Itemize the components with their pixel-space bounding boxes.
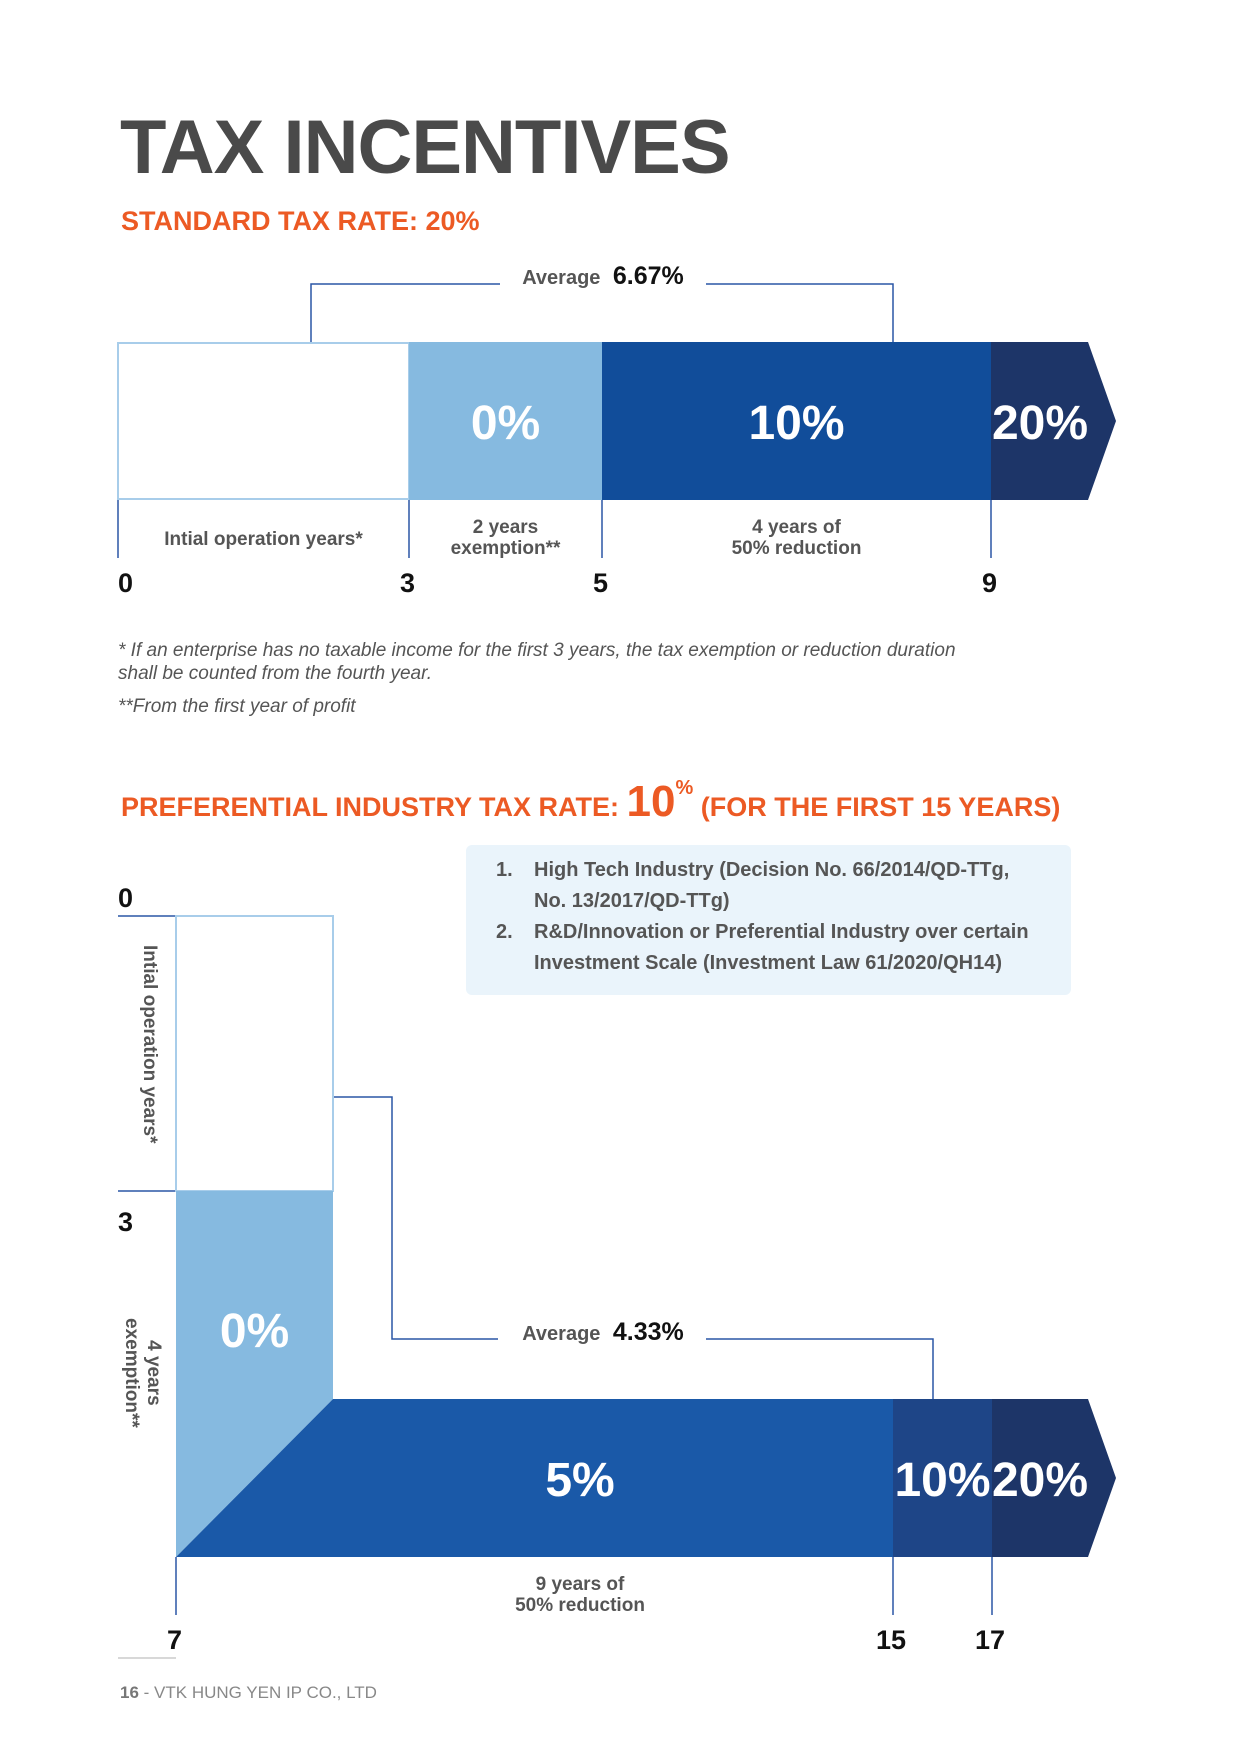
- standard-average-bracket-right: [706, 284, 893, 343]
- pref-label-reduction-line2: 50% reduction: [515, 1594, 645, 1616]
- info-item-1-text: [534, 855, 1074, 917]
- pref-label-initial: Intial operation years*: [139, 945, 160, 1144]
- standard-segment-initial: [118, 343, 409, 499]
- pref-average-bracket-right: [706, 1339, 933, 1399]
- pref-v-tick-0: 0: [118, 883, 134, 913]
- standard-note-line-2: shall be counted from the fourth year.: [118, 662, 433, 684]
- info-item-2-num: 2.: [496, 921, 513, 943]
- info-item-2-text: [534, 917, 1074, 979]
- info-item-1-line1: High Tech Industry (Decision No. 66/2014/QD-TTg,: [534, 859, 1010, 881]
- standard-tick-0: 0: [118, 568, 134, 598]
- standard-rate-subtitle: STANDARD TAX RATE: 20%: [121, 206, 480, 236]
- pref-rate-mid: 10%: [894, 1454, 991, 1507]
- pref-h-tick-17: 17: [975, 1625, 1006, 1655]
- pref-average: [500, 1318, 706, 1347]
- standard-label-reduction-line2: 50% reduction: [731, 537, 862, 559]
- pref-label-exemption-line2: exemption**: [121, 1318, 142, 1428]
- standard-rate-full: 20%: [991, 397, 1089, 450]
- info-item-2-line2: Investment Scale (Investment Law 61/2020/QH14): [534, 952, 1002, 974]
- pref-h-tick-7: 7: [167, 1625, 183, 1655]
- pref-h-tick-15: 15: [876, 1625, 907, 1655]
- standard-note-line-1: * If an enterprise has no taxable income for the first 3 years, the tax exemption or reduction duration: [118, 640, 956, 661]
- standard-tick-9: 9: [982, 568, 998, 598]
- standard-average-label: Average: [522, 267, 601, 289]
- pref-label-exemption-line1: 4 years: [143, 1340, 164, 1406]
- standard-label-exemption: [409, 518, 602, 560]
- preferential-subtitle-sup: %: [675, 777, 694, 799]
- footer-page-number: 16: [120, 1683, 139, 1702]
- standard-tick-3: 3: [400, 568, 416, 598]
- standard-average-value: 6.67%: [612, 262, 684, 290]
- standard-label-exemption-line1: 2 years: [472, 517, 539, 538]
- preferential-subtitle-post: (FOR THE FIRST 15 YEARS): [693, 792, 1061, 822]
- standard-label-initial: Intial operation years*: [164, 529, 363, 550]
- pref-segment-initial: [176, 916, 333, 1191]
- standard-notes: [118, 640, 1078, 718]
- footer-company: - VTK HUNG YEN IP CO., LTD: [138, 1683, 377, 1702]
- info-item-1-line2: No. 13/2017/QD-TTg): [534, 890, 730, 912]
- pref-v-tick-3: 3: [118, 1207, 134, 1237]
- page-title: TAX INCENTIVES: [120, 105, 730, 190]
- pref-average-label: Average: [522, 1323, 601, 1345]
- pref-rate-reduction: 5%: [545, 1454, 615, 1507]
- pref-average-bracket-left: [334, 1097, 498, 1339]
- standard-label-reduction-line1: 4 years of: [752, 517, 841, 538]
- pref-label-exemption: [120, 1318, 164, 1428]
- pref-rate-exemption: 0%: [219, 1305, 290, 1358]
- standard-average-bracket-left: [311, 284, 500, 343]
- standard-rate-exemption: 0%: [470, 397, 541, 450]
- industry-info-box: [466, 845, 1071, 995]
- pref-average-value: 4.33%: [612, 1318, 684, 1346]
- standard-average: [500, 262, 706, 291]
- preferential-subtitle-rate: 10: [626, 777, 676, 826]
- pref-label-reduction-line1: 9 years of: [535, 1574, 625, 1595]
- standard-rate-reduction: 10%: [748, 397, 845, 450]
- info-item-2-line1: R&D/Innovation or Preferential Industry over certain: [534, 921, 1029, 943]
- preferential-subtitle: [121, 778, 1060, 824]
- standard-tick-5: 5: [593, 568, 609, 598]
- standard-label-exemption-line2: exemption**: [450, 537, 561, 559]
- standard-note-line-3: **From the first year of profit: [118, 695, 356, 717]
- info-item-1-num: 1.: [496, 859, 513, 881]
- page-footer: [120, 1683, 377, 1703]
- standard-label-reduction: [602, 518, 991, 560]
- preferential-subtitle-pre: PREFERENTIAL INDUSTRY TAX RATE:: [121, 792, 627, 822]
- pref-label-reduction: [400, 1575, 760, 1617]
- pref-rate-full: 20%: [991, 1454, 1089, 1507]
